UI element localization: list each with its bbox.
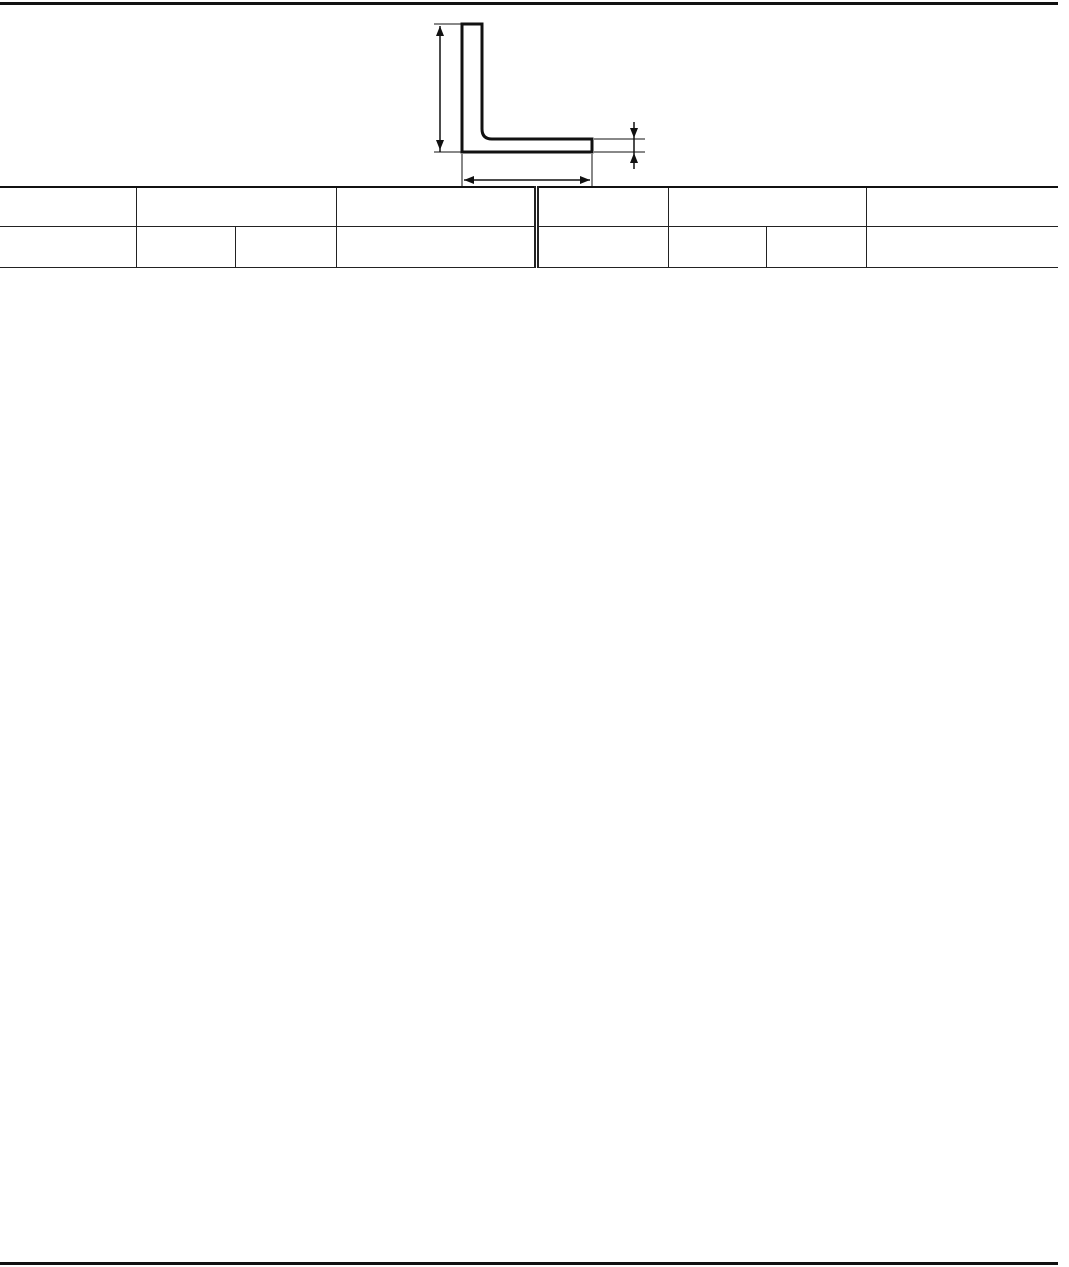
model-header	[0, 187, 136, 227]
angle-profile	[462, 24, 592, 152]
mass-header	[336, 187, 536, 227]
bottom-rule	[0, 1262, 1058, 1265]
model-header-cont	[0, 227, 136, 268]
b-header	[136, 227, 235, 268]
size-group-header	[136, 187, 336, 227]
model-header	[536, 187, 668, 227]
mass-header	[866, 187, 1058, 227]
b-header	[668, 227, 766, 268]
mass-unit-header	[866, 227, 1058, 268]
mass-unit-header	[336, 227, 536, 268]
model-header-cont	[536, 227, 668, 268]
d-header	[235, 227, 336, 268]
angle-steel-diagram	[400, 14, 660, 189]
angle-steel-table	[0, 186, 1058, 268]
top-rule	[0, 2, 1058, 5]
d-header	[766, 227, 866, 268]
size-group-header	[668, 187, 866, 227]
